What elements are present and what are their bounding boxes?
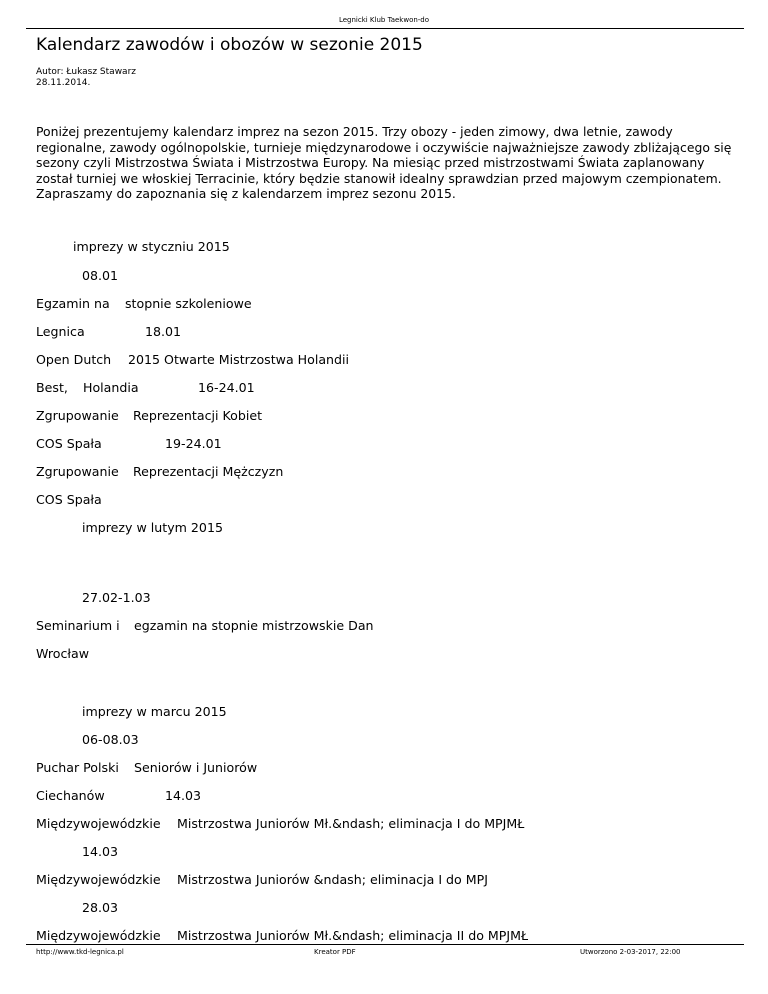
event-name: Międzywojewódzkie — [36, 872, 161, 887]
site-header-title: Legnicki Klub Taekwon-do — [338, 16, 430, 24]
event-date: 28.03 — [82, 900, 119, 915]
january-heading: imprezy w styczniu 2015 — [73, 239, 230, 254]
footer-divider — [26, 944, 744, 945]
event-name: Puchar Polski — [36, 760, 119, 775]
event-place: Legnica — [36, 324, 85, 339]
event-description: 2015 Otwarte Mistrzostwa Holandii — [128, 352, 350, 367]
event-name: Zgrupowanie — [36, 408, 119, 423]
event-description: Reprezentacji Mężczyzn — [133, 464, 284, 479]
event-name: Seminarium i — [36, 618, 120, 633]
event-description: Mistrzostwa Juniorów Mł.&ndash; eliminacja II do MPJMŁ — [177, 928, 529, 943]
event-name: Open Dutch — [36, 352, 112, 367]
event-description: stopnie szkoleniowe — [125, 296, 252, 311]
event-date: 06-08.03 — [82, 732, 139, 747]
event-description: Seniorów i Juniorów — [134, 760, 258, 775]
event-name: Zgrupowanie — [36, 464, 119, 479]
event-date: 16-24.01 — [198, 380, 255, 395]
event-description: Mistrzostwa Juniorów Mł.&ndash; eliminacja I do MPJMŁ — [177, 816, 525, 831]
event-date: 14.03 — [82, 844, 119, 859]
event-place: Best, — [36, 380, 68, 395]
event-name: Egzamin na — [36, 296, 110, 311]
event-date: 14.03 — [165, 788, 202, 803]
footer-url-link[interactable]: http://www.tkd-legnica.pl — [36, 948, 124, 956]
header-divider — [26, 28, 744, 29]
event-place: COS Spała — [36, 436, 102, 451]
march-heading: imprezy w marcu 2015 — [82, 704, 227, 719]
event-date: 27.02-1.03 — [82, 590, 151, 605]
article-intro: Poniżej prezentujemy kalendarz imprez na sezon 2015. Trzy obozy - jeden zimowy, dwa letnie, zawody regionalne, zawody ogólnopolskie, turnieje międzynarodowe i oczywiście najważniejsze zawody zbliżającego się sezony czyli Mistrzostwa Świata i Mistrzostwa Europy. Na miesiąc przed mistrzostwami Świata zaplanowany został turniej we włoskiej Terracinie, który będzie stanowił idealny sprawdzian przed majowym czempionatem. Zapraszamy do zapoznania się z kalendarzem imprez sezonu 2015. — [36, 124, 732, 201]
event-name: Międzywojewódzkie — [36, 928, 161, 943]
event-date: 18.01 — [145, 324, 182, 339]
event-description: Reprezentacji Kobiet — [133, 408, 263, 423]
event-date: 19-24.01 — [165, 436, 222, 451]
event-name: Międzywojewódzkie — [36, 816, 161, 831]
footer-generator: Kreator PDF — [314, 948, 356, 956]
february-heading: imprezy w lutym 2015 — [82, 520, 223, 535]
event-place: COS Spała — [36, 492, 102, 507]
event-date: 08.01 — [82, 268, 119, 283]
event-place: Ciechanów — [36, 788, 105, 803]
event-description: egzamin na stopnie mistrzowskie Dan — [134, 618, 374, 633]
event-place: Holandia — [83, 380, 139, 395]
event-description: Mistrzostwa Juniorów &ndash; eliminacja I do MPJ — [177, 872, 488, 887]
article-date: 28.11.2014. — [36, 78, 91, 88]
article-author: Autor: Łukasz Stawarz — [36, 67, 136, 77]
event-place: Wrocław — [36, 646, 90, 661]
article-title: Kalendarz zawodów i obozów w sezonie 2015 — [36, 35, 423, 55]
footer-created-date: Utworzono 2-03-2017, 22:00 — [580, 948, 681, 956]
